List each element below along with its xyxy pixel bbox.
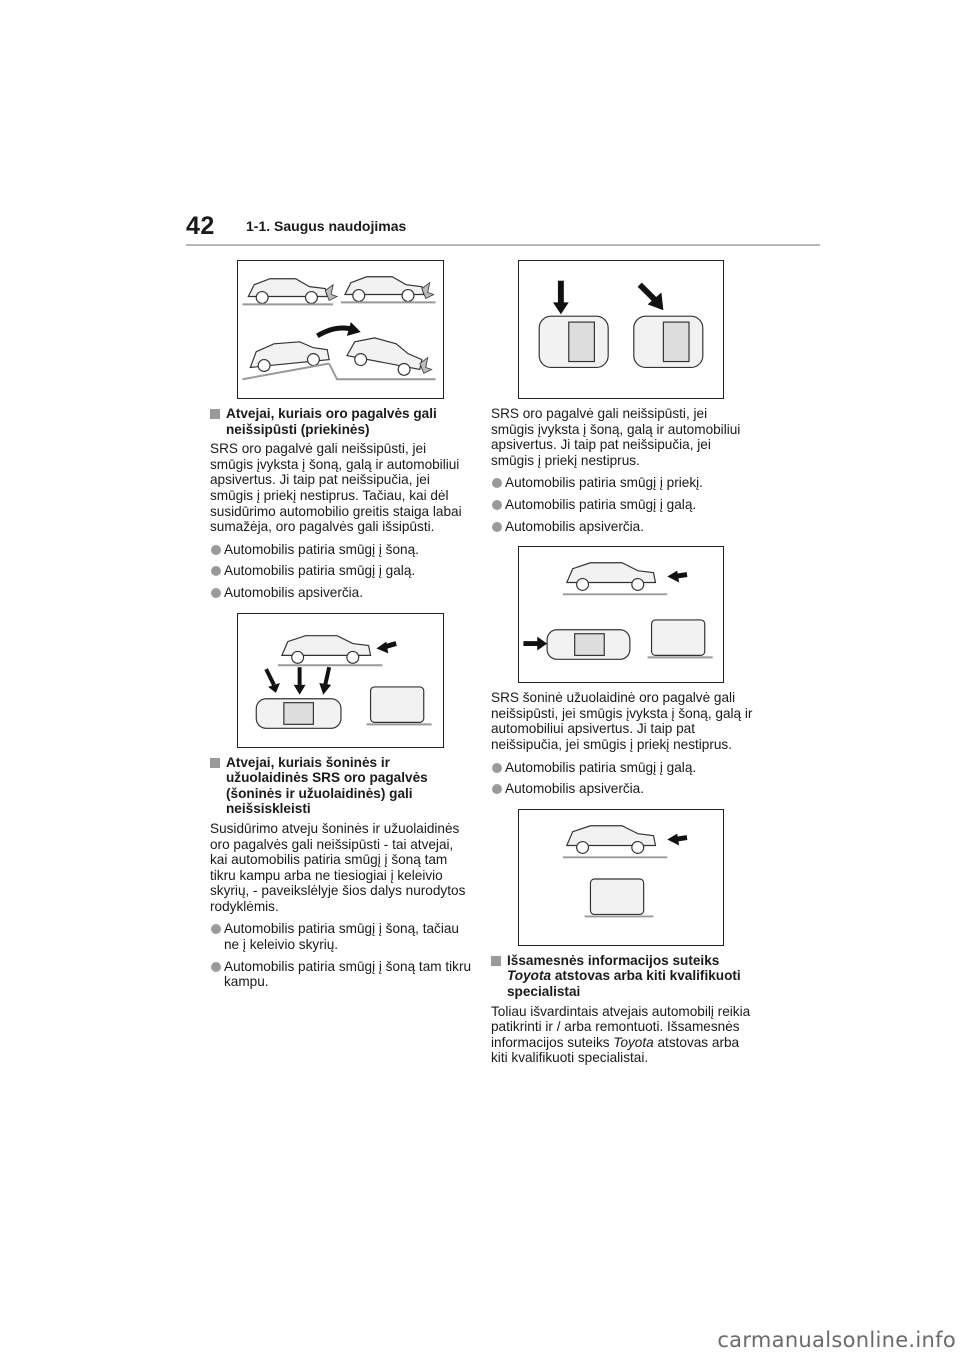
heading-marker-icon	[210, 758, 220, 768]
list-item: Automobilis patiria smūgį į priekį.	[491, 475, 753, 491]
heading-text: Atvejai, kuriais oro pagalvės gali neišsipūsti (priekinės)	[226, 406, 437, 437]
header-divider	[186, 244, 820, 246]
figure-rear-rollover	[518, 809, 724, 946]
page-number: 42	[186, 212, 215, 240]
heading-side-curtain-airbags	[210, 755, 472, 817]
figure-curtain-airbag-cases	[518, 546, 724, 683]
heading-text-post: atstovas arba kiti kvalifikuoti specialistai	[507, 968, 741, 999]
bullet-icon	[492, 478, 502, 488]
bullet-icon	[492, 784, 502, 794]
paragraph: SRS šoninė užuolaidinė oro pagalvė gali neišsipūsti, jei smūgis įvyksta į šoną, galą ir automobiliui apsivertus. Ji taip pat neišsipučia, jei smūgis į priekį nestiprus.	[491, 690, 753, 752]
figure-side-impact-angles	[518, 260, 724, 399]
paragraph: Susidūrimo atveju šoninės ir užuolaidinės oro pagalvės gali neišsipūsti - tai atvejai, kai automobilis patiria smūgį į šoną tam tikru kampu arba ne tiesiogiai į keleivio skyrių, - paveikslėlyje šios dalys nurodytos rodyklėmis.	[210, 820, 466, 914]
side-airbag-cases-illustration	[238, 614, 443, 747]
heading-front-airbags	[210, 406, 472, 437]
figure-front-airbag-cases	[237, 260, 444, 399]
heading-text: Atvejai, kuriais šoninės ir užuolaidinės SRS oro pagalvės (šoninės ir užuolaidinės) gali neišsiskleisti	[226, 754, 428, 817]
bullet-icon	[492, 522, 502, 532]
figure-side-airbag-cases	[237, 613, 444, 748]
heading-text-pre: Išsamesnės informacijos suteiks	[507, 952, 720, 968]
list-item: Automobilis patiria smūgį į šoną, tačiau ne į keleivio skyrių.	[210, 921, 472, 952]
bullet-icon	[492, 763, 502, 773]
bullet-icon	[211, 962, 221, 972]
list-item: Automobilis apsiverčia.	[491, 519, 753, 535]
section-title: 1-1. Saugus naudojimas	[246, 218, 407, 234]
heading-marker-icon	[210, 409, 220, 419]
bullet-icon	[211, 588, 221, 598]
brand-name: Toyota	[507, 968, 552, 984]
front-airbag-cases-illustration	[238, 261, 443, 398]
curtain-airbag-cases-illustration	[519, 547, 723, 682]
list-item: Automobilis apsiverčia.	[210, 585, 472, 601]
watermark: carmanualsonline.info	[717, 1328, 956, 1352]
list-item: Automobilis patiria smūgį į galą.	[210, 563, 472, 579]
bullet-icon	[211, 924, 221, 934]
paragraph-service-info: Toliau išvardintais atvejais automobilį reikia patikrinti ir / arba remontuoti. Išsamesnės informacijos suteiks Toyota atstovas arba kiti kvalifikuoti specialistai.	[491, 1003, 751, 1066]
paragraph: SRS oro pagalvė gali neišsipūsti, jei smūgis įvyksta į šoną, galą ir automobiliui apsivertus. Ji taip pat neišsipučia, jei smūgis į priekį nestiprus.	[491, 406, 741, 468]
heading-marker-icon	[491, 956, 501, 966]
side-impact-angles-illustration	[519, 261, 723, 398]
list-item: Automobilis apsiverčia.	[491, 781, 753, 797]
heading-service-info	[491, 953, 753, 1000]
list-item: Automobilis patiria smūgį į galą.	[491, 497, 753, 513]
right-column	[491, 260, 753, 1073]
rear-rollover-illustration	[519, 810, 723, 945]
list-item: Automobilis patiria smūgį į šoną.	[210, 542, 472, 558]
bullet-icon	[211, 545, 221, 555]
left-column	[210, 260, 472, 996]
bullet-icon	[211, 566, 221, 576]
bullet-icon	[492, 500, 502, 510]
list-item: Automobilis patiria smūgį į galą.	[491, 760, 753, 776]
paragraph: SRS oro pagalvė gali neišsipūsti, jei smūgis įvyksta į šoną, galą ir automobiliui apsivertus. Ji taip pat neišsipučia, jei smūgis į priekį nestiprus. Tačiau, kai dėl susidūrimo automobilio greitis staiga labai sumažėja, oro pagalvės gali išsipūsti.	[210, 441, 462, 535]
brand-name: Toyota	[613, 1034, 654, 1050]
list-item: Automobilis patiria smūgį į šoną tam tikru kampu.	[210, 959, 472, 990]
